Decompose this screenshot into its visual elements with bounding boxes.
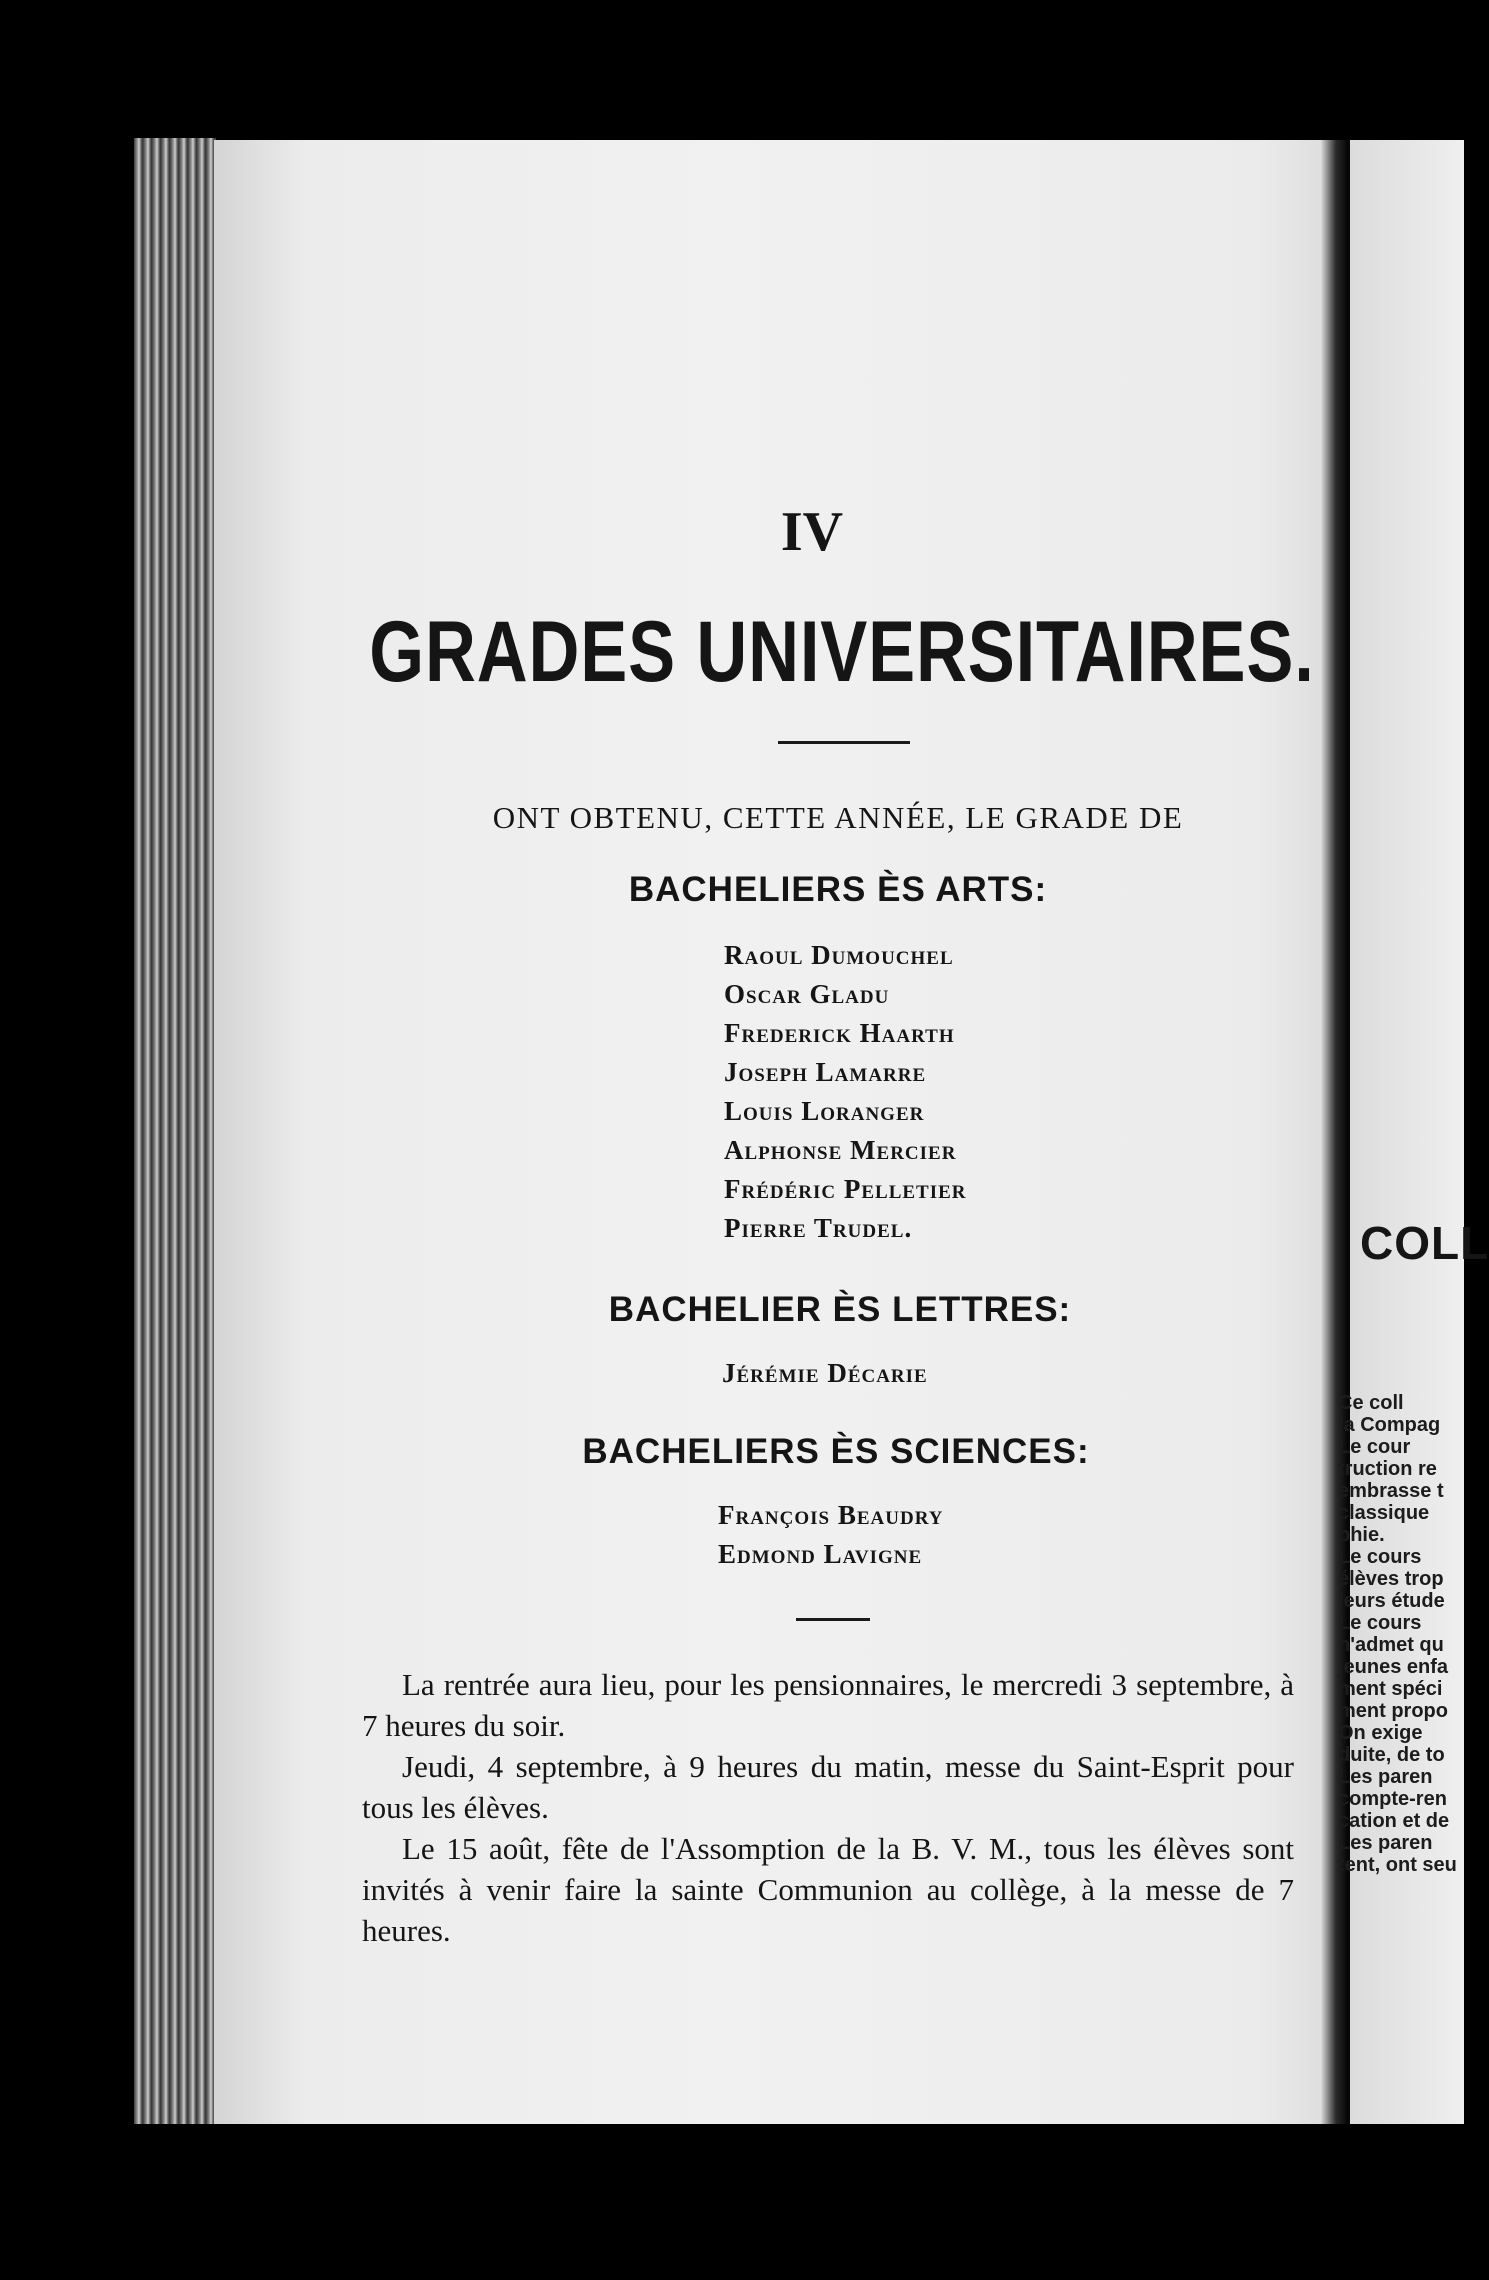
facing-page-line: cation et de: [1338, 1810, 1450, 1832]
graduate-name: Frederick Haarth: [724, 1018, 955, 1048]
facing-page-line: duite, de to: [1338, 1744, 1445, 1766]
facing-page-line: classique: [1338, 1502, 1430, 1524]
facing-page-line: Le cour: [1338, 1436, 1411, 1458]
facing-page-line: Le cours: [1338, 1612, 1422, 1634]
graduate-name: Oscar Gladu: [724, 979, 890, 1009]
graduate-name: Joseph Lamarre: [724, 1057, 927, 1087]
section-heading-sciences: BACHELIERS ÈS SCIENCES:: [582, 1432, 1090, 1471]
notice-paragraph: Jeudi, 4 septembre, à 9 heures du matin, messe du Saint-Esprit pour tous les élèves.: [362, 1749, 1294, 1825]
title-rule: [778, 741, 910, 744]
graduate-name: Frédéric Pelletier: [724, 1174, 967, 1204]
facing-page-line: tent, ont seu: [1338, 1854, 1457, 1876]
graduate-name: Jérémie Décarie: [722, 1358, 928, 1388]
section-heading-lettres: BACHELIER ÈS LETTRES:: [608, 1290, 1072, 1329]
section-heading-arts: BACHELIERS ÈS ARTS:: [628, 870, 1048, 909]
graduate-name: François Beaudry: [718, 1500, 944, 1530]
facing-page-line: Les paren: [1338, 1766, 1433, 1788]
notice-paragraph: La rentrée aura lieu, pour les pensionnaires, le mercredi 3 septembre, à 7 heures du soir.: [362, 1667, 1294, 1743]
graduate-name: Pierre Trudel.: [724, 1213, 913, 1243]
facing-page-line: Ce coll: [1338, 1392, 1404, 1414]
facing-page-line: ment propo: [1338, 1700, 1448, 1722]
graduate-name: Edmond Lavigne: [718, 1539, 923, 1569]
facing-page-line: embrasse t: [1338, 1480, 1444, 1502]
facing-page-line: phie.: [1338, 1524, 1385, 1546]
facing-page-title: COLL: [1360, 1217, 1489, 1269]
graduate-name: Raoul Dumouchel: [724, 940, 954, 970]
section-rule: [796, 1618, 870, 1621]
graduate-name: Louis Loranger: [724, 1096, 925, 1126]
notice-paragraph: Le 15 août, fête de l'Assomption de la B. V. M., tous les élèves sont invités à venir faire la sainte Communion au collège, à la messe de 7 heures.: [362, 1831, 1294, 1948]
facing-page-line: compte-ren: [1338, 1788, 1447, 1810]
facing-page-line: la Compag: [1338, 1414, 1441, 1436]
facing-page-line: leurs étude: [1338, 1590, 1445, 1612]
book-binding-edge: [134, 138, 216, 2124]
notice-paragraphs: [362, 1664, 1294, 1951]
facing-page-line: Le cours: [1338, 1546, 1422, 1568]
facing-page-line: ment spéci: [1338, 1678, 1443, 1700]
facing-page-line: truction re: [1338, 1458, 1437, 1480]
facing-page-line: Les paren: [1338, 1832, 1433, 1854]
section-numeral: IV: [780, 501, 844, 563]
lead-line: ONT OBTENU, CETTE ANNÉE, LE GRADE DE: [492, 800, 1184, 835]
facing-page-line: élèves trop: [1338, 1568, 1444, 1590]
facing-page-line: jeunes enfa: [1338, 1656, 1449, 1678]
page-title: GRADES UNIVERSITAIRES.: [369, 604, 1315, 700]
facing-page-line: On exige: [1338, 1722, 1423, 1744]
graduate-name: Alphonse Mercier: [724, 1135, 957, 1165]
facing-page-line: n'admet qu: [1338, 1634, 1444, 1656]
